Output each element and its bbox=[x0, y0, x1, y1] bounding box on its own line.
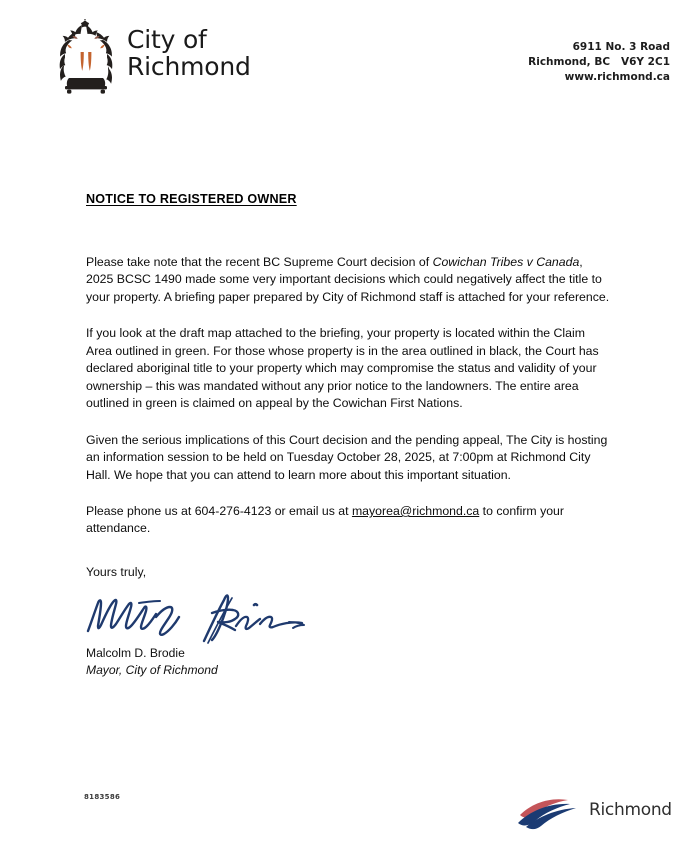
case-citation-name: Cowichan Tribes v Canada bbox=[432, 255, 580, 269]
handwritten-signature bbox=[84, 583, 314, 645]
address-website: www.richmond.ca bbox=[564, 70, 670, 83]
richmond-logo-label: Richmond bbox=[589, 800, 672, 820]
letter-body bbox=[86, 192, 610, 679]
signer-title: Mayor, City of Richmond bbox=[86, 663, 218, 678]
richmond-swoosh-icon bbox=[516, 791, 596, 833]
paragraph1-part1: Please take note that the recent BC Supreme Court decision of bbox=[86, 255, 433, 269]
letterhead-address bbox=[528, 40, 670, 85]
wordmark-line-2: Richmond bbox=[127, 52, 251, 81]
signer-name: Malcolm D. Brodie bbox=[86, 646, 185, 661]
paragraph1-part2: , 2025 BCSC 1490 made some very important decisions which could negatively affect the title to your property. A briefing paper prepared by City of Richmond staff is attached for your reference. bbox=[86, 255, 610, 304]
letterhead bbox=[0, 0, 700, 110]
paragraph-contact bbox=[86, 503, 610, 538]
email-link[interactable]: mayorea@richmond.ca bbox=[351, 503, 480, 518]
city-brand bbox=[55, 16, 251, 94]
closing-salutation: Yours truly, bbox=[86, 564, 147, 579]
paragraph4-part2: to confirm your attendance. bbox=[86, 503, 564, 536]
paragraph-claim-area: If you look at the draft map attached to the briefing, your property is located within the Claim Area outlined in green. For those whose property is in the area outlined in black, the Court has declared aboriginal title to your property which may compromise the status and validity of your ownership – this was mandated without any prior notice to the landowners. The entire area outlined in green is claimed on appeal by the Cowichan First Nations. bbox=[86, 326, 599, 411]
document-code: 8183586 bbox=[84, 793, 121, 801]
richmond-footer-logo bbox=[516, 789, 676, 835]
paragraph4-part1: Please phone us at 604-276-4123 or email us at bbox=[86, 503, 352, 518]
paragraph-court-decision bbox=[86, 254, 610, 306]
city-wordmark bbox=[127, 26, 251, 84]
signature-area bbox=[86, 583, 610, 645]
city-crest-icon bbox=[55, 16, 117, 94]
paragraph-information-session: Given the serious implications of this Court decision and the pending appeal, The City is hosting an information session to be held on Tuesday October 28, 2025, at 7:00pm at Richmond City Hall. We hope that you can attend to learn more about this important situation. bbox=[86, 432, 608, 482]
signer-block bbox=[86, 645, 610, 678]
address-line-2: Richmond, BC V6Y 2C1 bbox=[528, 55, 670, 68]
notice-title: NOTICE TO REGISTERED OWNER bbox=[86, 192, 297, 206]
wordmark-line-1: City of bbox=[127, 25, 207, 54]
address-line-1: 6911 No. 3 Road bbox=[572, 41, 670, 53]
